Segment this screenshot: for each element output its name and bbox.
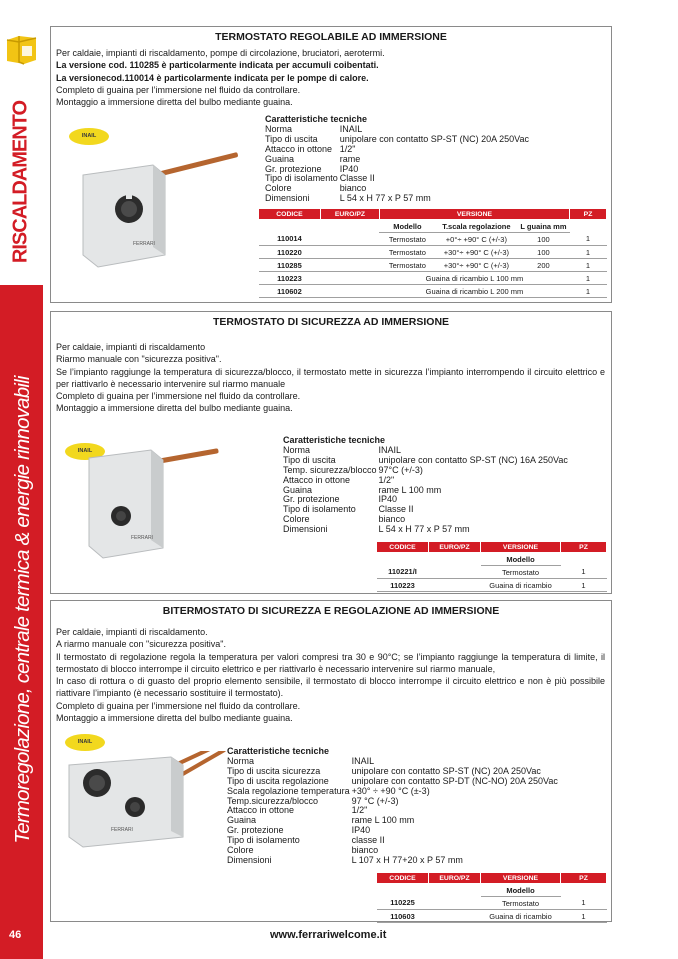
spec-row — [265, 145, 529, 155]
table-subheader-row — [377, 884, 607, 897]
desc-line: La versionecod.110014 è particolarmente indicata per le pompe di calore. — [56, 72, 369, 83]
category-folder-icon — [4, 32, 39, 66]
pz-cell: 1 — [570, 233, 607, 246]
section-title: BITERMOSTATO DI SICUREZZA E REGOLAZIONE AD IMMERSIONE — [162, 605, 500, 617]
spec-value: L 107 x H 77+20 x P 57 mm — [351, 854, 463, 865]
spec-key: Norma — [227, 755, 255, 766]
product-section-2 — [50, 311, 612, 594]
spec-value: Classe II — [339, 173, 375, 184]
pz-cell: 1 — [570, 246, 607, 259]
spec-value: rame L 100 mm — [351, 815, 415, 826]
table-subheader-row — [259, 220, 607, 233]
col-header: VERSIONE — [481, 542, 561, 553]
spec-key: Tipo di uscita regolazione — [227, 775, 329, 786]
table-subheader-row — [377, 553, 607, 566]
section-title: TERMOSTATO REGOLABILE AD IMMERSIONE — [215, 31, 447, 43]
spec-key: Gr. protezione — [227, 825, 284, 836]
pz-cell: 1 — [561, 910, 607, 923]
spec-key: Guaina — [265, 153, 295, 164]
pz-cell: 1 — [561, 897, 607, 910]
code-cell: 110225 — [377, 897, 429, 910]
desc-line: Montaggio a immersione diretta del bulbo mediante guaina. — [56, 97, 293, 108]
spec-key: Tipo di uscita — [265, 133, 318, 144]
code-cell: 110223 — [259, 272, 321, 285]
code-cell: 110285 — [259, 259, 321, 272]
scale-cell: +30°÷ +90° C (+/-3) — [435, 259, 517, 272]
spec-value: bianco — [351, 845, 379, 856]
spec-value: unipolare con contatto SP-ST (NC) 16A 250Vac — [378, 454, 568, 465]
col-header: PZ — [570, 209, 607, 220]
footer-url[interactable]: www.ferrariwelcome.it — [270, 929, 387, 941]
desc-line: Montaggio a immersione diretta del bulbo mediante guaina. — [56, 403, 293, 414]
spec-row — [265, 194, 529, 204]
spec-key: Temp. sicurezza/blocco — [283, 464, 377, 475]
spec-value: 1/2" — [351, 805, 368, 816]
spec-key: Guaina — [283, 484, 313, 495]
spec-key: Norma — [283, 444, 311, 455]
specs-table — [227, 757, 558, 866]
product-table — [258, 208, 607, 298]
spec-key: Attacco in ottone — [265, 143, 333, 154]
sidebar-subtitle: Termoregolazione, centrale termica & energie rinnovabili — [11, 376, 34, 844]
spec-value: 1/2" — [378, 474, 395, 485]
spec-value: 1/2" — [339, 143, 356, 154]
brand-mark: FERRARI — [111, 827, 133, 833]
col-header: CODICE — [377, 873, 429, 884]
desc-line: La versione cod. 110285 è particolarmente indicata per accumuli coibentati. — [56, 60, 379, 71]
table-header-row — [377, 873, 607, 884]
scale-cell: +0°÷ +90° C (+/-3) — [435, 233, 517, 246]
spec-value: IP40 — [378, 494, 398, 505]
product-section-1 — [50, 26, 612, 303]
code-cell: 110223 — [377, 579, 429, 592]
spec-value: rame — [339, 153, 361, 164]
desc-line: Per caldaie, impianti di riscaldamento. — [56, 627, 208, 637]
spec-value: bianco — [378, 514, 406, 525]
spec-value: L 54 x H 77 x P 57 mm — [378, 524, 470, 535]
col-header: CODICE — [259, 209, 321, 220]
spec-value: unipolare con contatto SP-ST (NC) 20A 250Vac — [351, 765, 541, 776]
col-header: PZ — [561, 542, 607, 553]
spec-row — [265, 174, 529, 184]
desc-line: A riarmo manuale con "sicurezza positiva". — [56, 639, 226, 650]
subheader-cell: L guaina mm — [517, 220, 569, 233]
spec-value: 97°C (+/-3) — [378, 464, 423, 475]
model-cell: Termostato — [481, 897, 561, 910]
desc-line: Completo di guaina per l’immersione nel fluido da controllare. — [56, 391, 301, 402]
model-cell: Termostato — [481, 566, 561, 579]
spec-value: rame L 100 mm — [378, 484, 442, 495]
table-row — [259, 285, 607, 298]
table-header-row — [259, 209, 607, 220]
desc-cell: Guaina di ricambio L 200 mm — [379, 285, 569, 298]
spec-key: Tipo di isolamento — [227, 835, 300, 846]
safety-thermostat-photo — [81, 444, 231, 574]
spec-key: Tipo di isolamento — [283, 504, 356, 515]
spec-key: Gr. protezione — [265, 163, 322, 174]
spec-value: Classe II — [378, 504, 414, 515]
spec-key: Guaina — [227, 815, 257, 826]
col-header: EURO/PZ — [320, 209, 379, 220]
desc-line: Per caldaie, impianti di riscaldamento — [56, 342, 206, 352]
spec-row — [283, 525, 568, 535]
specs-table — [283, 446, 568, 535]
spec-key: Tipo di isolamento — [265, 173, 338, 184]
spec-key: Scala regolazione temperatura — [227, 785, 350, 796]
section-description — [56, 47, 605, 108]
length-cell: 100 — [517, 246, 569, 259]
pz-cell: 1 — [570, 259, 607, 272]
code-cell: 110220 — [259, 246, 321, 259]
code-cell: 110602 — [259, 285, 321, 298]
desc-line: In caso di rottura o di guasto del proprio elemento sensibile, il termostato di blocco interrompe il circuito elettrico e non è più possibile riattivare l’impianto (è necessario sostituire il termostato). — [56, 676, 605, 699]
specs-block — [227, 747, 558, 866]
spec-value: INAIL — [378, 444, 402, 455]
model-cell: Guaina di ricambio — [481, 579, 561, 592]
col-header: PZ — [561, 873, 607, 884]
spec-key: Gr. protezione — [283, 494, 340, 505]
spec-value: classe II — [351, 835, 385, 846]
col-header: VERSIONE — [481, 873, 561, 884]
subheader-cell: Modello — [481, 884, 561, 897]
pz-cell: 1 — [561, 579, 607, 592]
model-cell: Guaina di ricambio — [481, 910, 561, 923]
spec-key: Dimensioni — [227, 854, 272, 865]
inail-badge: INAIL — [69, 128, 109, 145]
table-row — [259, 259, 607, 272]
spec-key: Temp.sicurezza/blocco — [227, 795, 319, 806]
table-row — [377, 579, 607, 592]
table-row — [259, 233, 607, 246]
spec-value: IP40 — [339, 163, 359, 174]
table-row — [377, 910, 607, 923]
table-row — [377, 566, 607, 579]
pz-cell: 1 — [570, 272, 607, 285]
scale-cell: +30°÷ +90° C (+/-3) — [435, 246, 517, 259]
spec-value: unipolare con contatto SP-ST (NC) 20A 250Vac — [339, 133, 529, 144]
model-cell: Termostato — [379, 233, 435, 246]
spec-value: +30° ÷ +90 °C (±-3) — [351, 785, 430, 796]
spec-key: Attacco in ottone — [227, 805, 295, 816]
model-cell: Termostato — [379, 246, 435, 259]
spec-key: Tipo di uscita sicurezza — [227, 765, 321, 776]
product-table — [376, 872, 607, 923]
inail-badge: INAIL — [65, 734, 105, 751]
subheader-cell: Modello — [379, 220, 435, 233]
spec-value: L 54 x H 77 x P 57 mm — [339, 193, 431, 204]
subheader-cell: T.scala regolazione — [435, 220, 517, 233]
page-number: 46 — [9, 929, 22, 941]
specs-block — [265, 115, 529, 204]
spec-key: Tipo di uscita — [283, 454, 336, 465]
desc-line: Il termostato di regolazione regola la temperatura per valori compresi tra 30 e 90°C; se l’impianto raggiunge la temperatura di limite, il termostato di blocco interrompe il circuito elettrico e per riattivarlo è necessario intervenire sul riarmo manuale, — [56, 651, 605, 674]
product-table — [376, 541, 607, 592]
table-row — [259, 272, 607, 285]
specs-block — [283, 436, 568, 535]
brand-mark: FERRARI — [133, 241, 155, 247]
section-description — [56, 341, 605, 415]
subheader-cell: Modello — [481, 553, 561, 566]
spec-key: Colore — [265, 183, 292, 194]
spec-key: Colore — [283, 514, 310, 525]
specs-title: Caratteristiche tecniche — [265, 114, 368, 124]
spec-row — [227, 856, 558, 866]
table-row — [377, 897, 607, 910]
desc-line: Completo di guaina per l’immersione nel fluido da controllare. — [56, 84, 301, 95]
col-header: EURO/PZ — [429, 542, 481, 553]
table-header-row — [377, 542, 607, 553]
col-header: VERSIONE — [379, 209, 569, 220]
specs-title: Caratteristiche tecniche — [283, 435, 386, 445]
desc-cell: Guaina di ricambio L 100 mm — [379, 272, 569, 285]
spec-key: Colore — [227, 845, 254, 856]
spec-value: 97 °C (+/-3) — [351, 795, 399, 806]
spec-value: INAIL — [339, 123, 363, 134]
thermostat-photo — [73, 145, 243, 285]
pz-cell: 1 — [561, 566, 607, 579]
section-description — [56, 626, 605, 724]
spec-value: IP40 — [351, 825, 371, 836]
product-section-3 — [50, 600, 612, 922]
spec-row — [227, 836, 558, 846]
desc-line: Riarmo manuale con "sicurezza positiva". — [56, 354, 222, 365]
spec-key: Attacco in ottone — [283, 474, 351, 485]
spec-row — [283, 505, 568, 515]
desc-line: Completo di guaina per l’immersione nel fluido da controllare. — [56, 700, 301, 711]
code-cell: 110014 — [259, 233, 321, 246]
table-row — [259, 246, 607, 259]
inail-badge: INAIL — [65, 443, 105, 460]
brand-mark: FERRARI — [131, 535, 153, 541]
desc-line: Montaggio a immersione diretta del bulbo mediante guaina. — [56, 713, 293, 724]
specs-title: Caratteristiche tecniche — [227, 746, 330, 756]
section-title: TERMOSTATO DI SICUREZZA AD IMMERSIONE — [212, 316, 450, 328]
col-header: CODICE — [377, 542, 429, 553]
col-header: EURO/PZ — [429, 873, 481, 884]
spec-key: Norma — [265, 123, 293, 134]
length-cell: 100 — [517, 233, 569, 246]
specs-table — [265, 125, 529, 204]
model-cell: Termostato — [379, 259, 435, 272]
spec-value: bianco — [339, 183, 367, 194]
pz-cell: 1 — [570, 285, 607, 298]
bithermostat-photo — [65, 751, 235, 861]
spec-value: unipolare con contatto SP-DT (NC-NO) 20A 250Vac — [351, 775, 558, 786]
length-cell: 200 — [517, 259, 569, 272]
code-cell: 110603 — [377, 910, 429, 923]
spec-value: INAIL — [351, 755, 375, 766]
sidebar-category: RISCALDAMENTO — [9, 100, 32, 264]
desc-line: Per caldaie, impianti di riscaldamento, pompe di circolazione, bruciatori, aerotermi. — [56, 48, 385, 58]
desc-line: Se l’impianto raggiunge la temperatura di sicurezza/blocco, il termostato mette in sicurezza l’impianto interrompendo il circuito elettrico e per riattivarlo è necessario intervenire sul riarmo manuale — [56, 366, 605, 389]
spec-key: Dimensioni — [283, 524, 328, 535]
code-cell: 110221/I — [377, 566, 429, 579]
spec-key: Dimensioni — [265, 193, 310, 204]
